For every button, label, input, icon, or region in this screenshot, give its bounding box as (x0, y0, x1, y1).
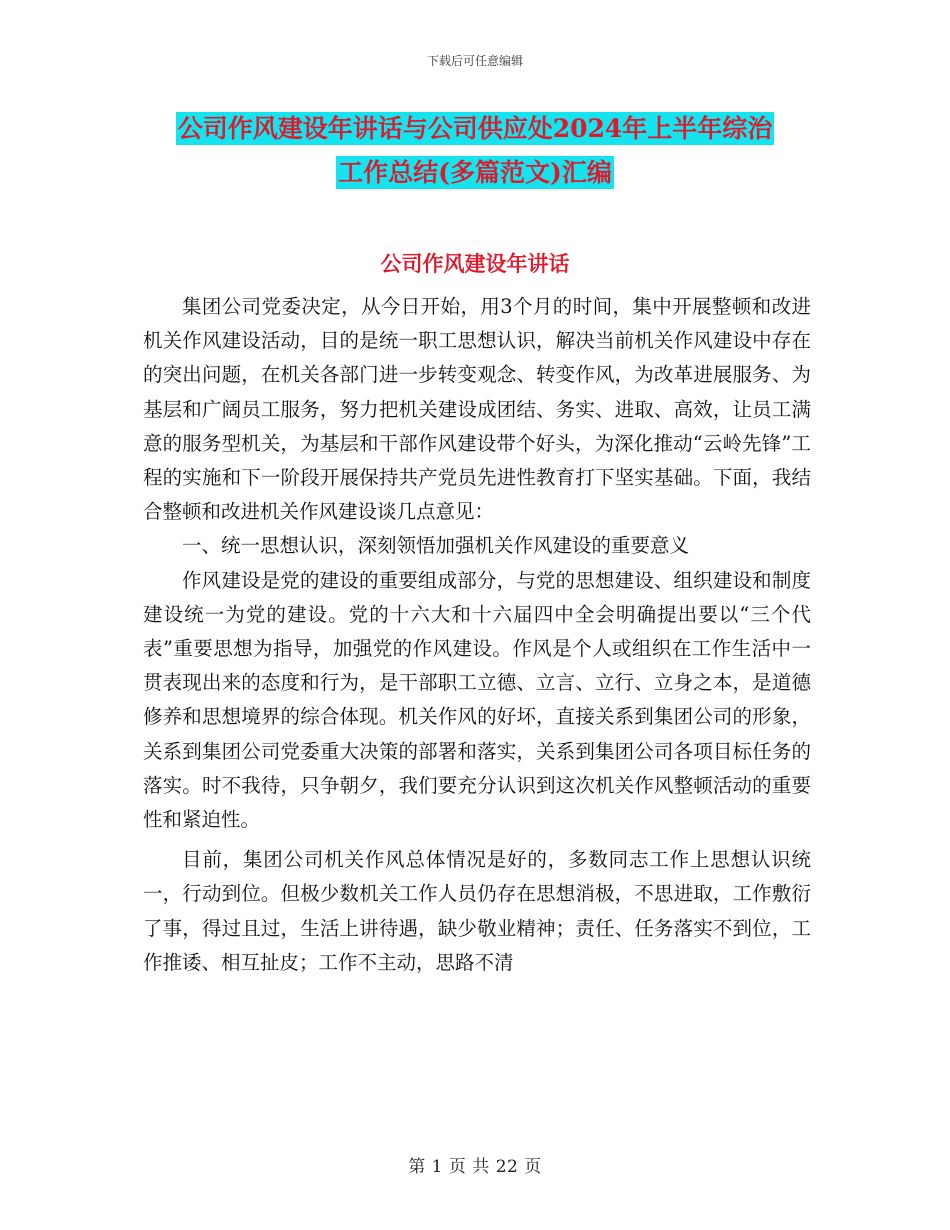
document-title-line-2 (120, 158, 830, 188)
paragraph-1: 集团公司党委决定，从今日开始，用3个月的时间，集中开展整顿和改进机关作风建设活动，目的是统一职工思想认识，解决当前机关作风建设中存在的突出问题，在机关各部门进一步转变观念、转变作风，为改革进展服务、为基层和广阔员工服务，努力把机关建设成团结、务实、进取、高效，让员工满意的服务型机关，为基层和干部作风建设带个好头，为深化推动“云岭先锋”工程的实施和下一阶段开展保持共产党员先进性教育打下坚实基础。下面，我结合整顿和改进机关作风建设谈几点意见： (143, 295, 811, 524)
document-title-line-1 (120, 114, 830, 144)
body-text (143, 290, 811, 980)
document-title-line-2-text: 工作总结(多篇范文)汇编 (338, 158, 612, 187)
paragraph-3: 作风建设是党的建设的重要组成部分，与党的思想建设、组织建设和制度建设统一为党的建设。党的十六大和十六届四中全会明确提出要以“三个代表”重要思想为指导，加强党的作风建设。作风是个人或组织在工作生活中一贯表现出来的态度和行为，是干部职工立德、立言、立行、立身之本，是道德修养和思想境界的综合体现。机关作风的好坏，直接关系到集团公司的形象，关系到集团公司党委重大决策的部署和落实，关系到集团公司各项目标任务的落实。时不我待，只争朝夕，我们要充分认识到这次机关作风整顿活动的重要性和紧迫性。 (143, 568, 811, 832)
page-header-note: 下载后可任意编辑 (426, 54, 523, 68)
section-title: 公司作风建设年讲话 (380, 251, 570, 276)
page-number-footer: 第 1 页 共 22 页 (408, 1157, 542, 1177)
document-title-line-1-text: 公司作风建设年讲话与公司供应处2024年上半年综治 (177, 114, 773, 143)
paragraph-2-heading: 一、统一思想认识，深刻领悟加强机关作风建设的重要意义 (182, 534, 690, 558)
paragraph-4: 目前，集团公司机关作风总体情况是好的，多数同志工作上思想认识统一，行动到位。但极少数机关工作人员仍存在思想消极，不思进取，工作敷衍了事，得过且过，生活上讲待遇，缺少敬业精神；责任、任务落实不到位，工作推诿、相互扯皮；工作不主动，思路不清 (143, 848, 811, 974)
